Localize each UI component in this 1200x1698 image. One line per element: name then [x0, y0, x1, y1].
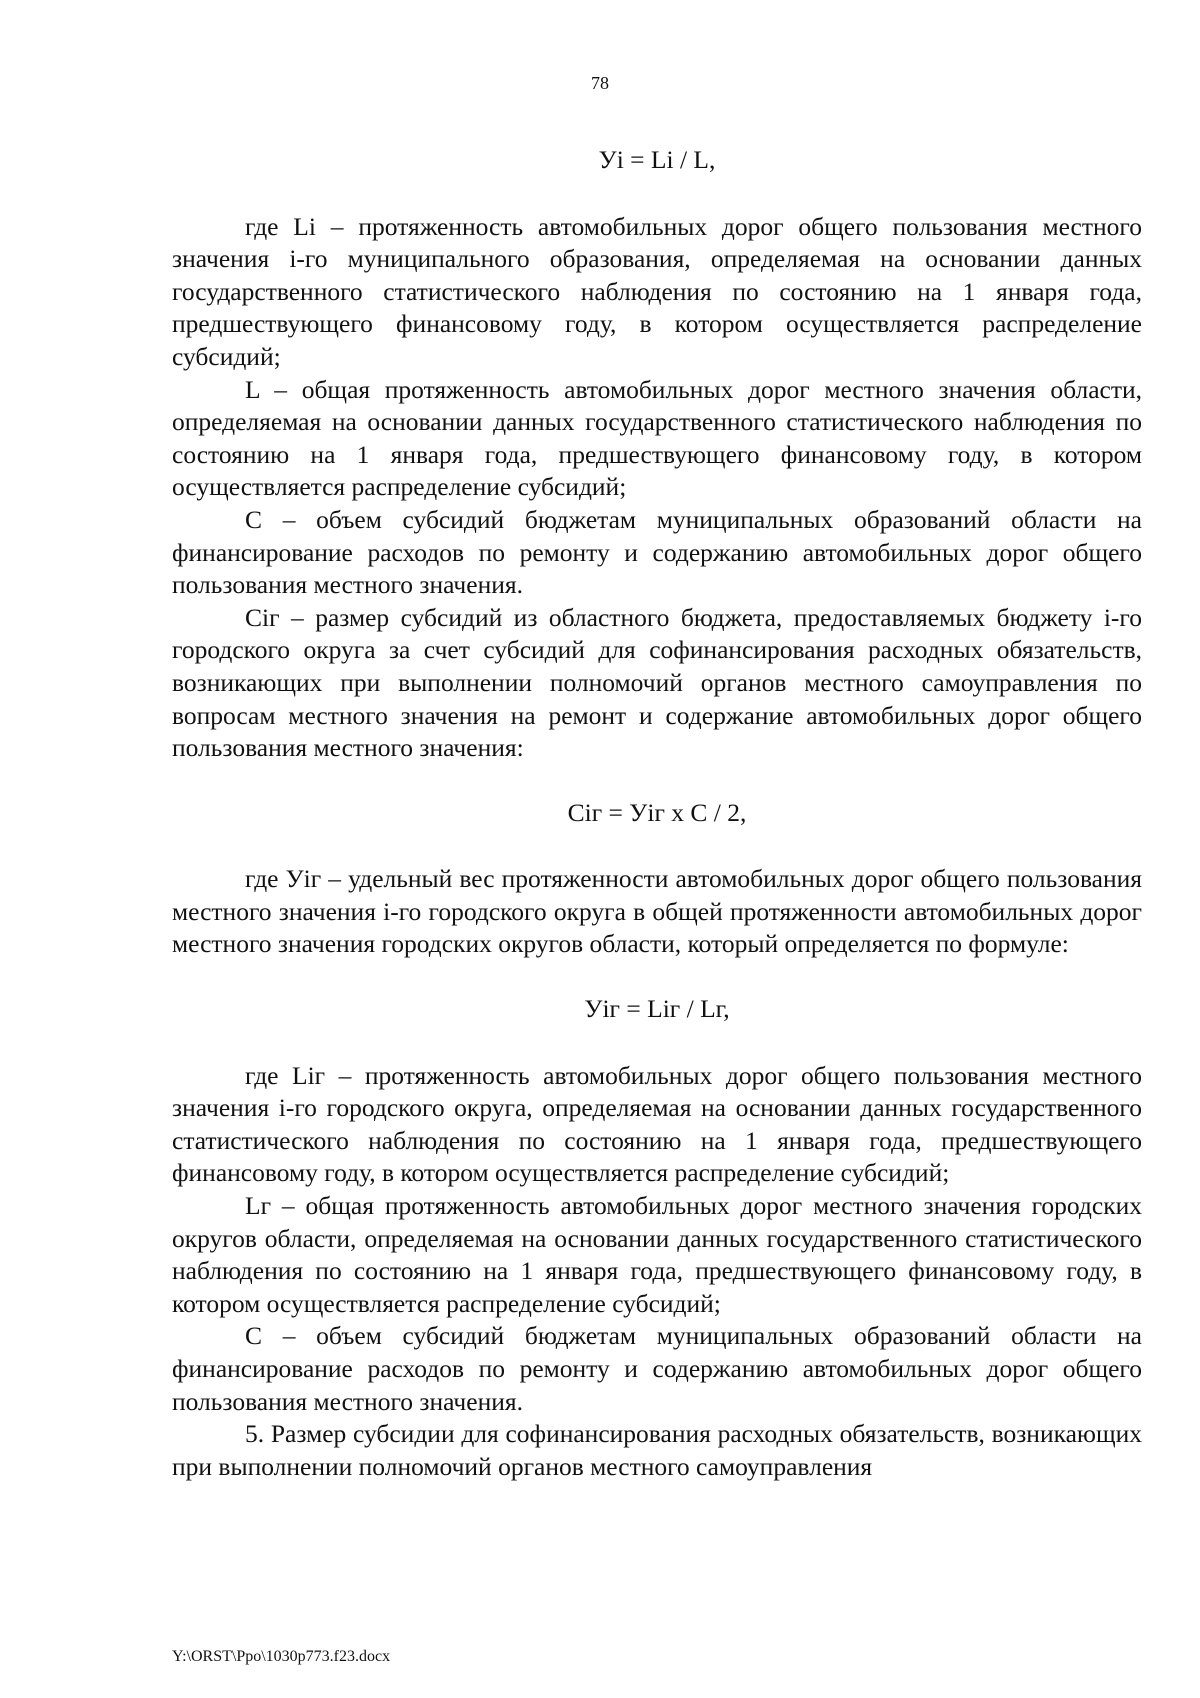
- definition-uig: где Уiг – удельный вес протяженности автомобильных дорог общего пользования местного значения i-го городского округа в общей протяженности автомобильных дорог местного значения городских округов области, который определяется по формуле:: [172, 864, 1142, 959]
- definition-c-2: С – объем субсидий бюджетам муниципальных образований области на финансирование расходов по ремонту и содержанию автомобильных дорог общего пользования местного значения.: [172, 1321, 1142, 1416]
- formula-uig: Уiг = Liг / Lг,: [584, 994, 730, 1024]
- definition-c: С – объем субсидий бюджетам муниципальных образований области на финансирование расходов по ремонту и содержанию автомобильных дорог общего пользования местного значения.: [172, 504, 1142, 600]
- definition-li: где Li – протяженность автомобильных дорог общего пользования местного значения i-го муниципального образования, определяемая на основании данных государственного статистического наблюдения по состоянию на 1 января года, предшествующего финансовому году, в котором осуществляется распределение субсидий;: [172, 211, 1142, 371]
- definition-l: L – общая протяженность автомобильных дорог местного значения области, определяемая на основании данных государственного статистического наблюдения по состоянию на 1 января года, предшествующего финансовому году, в котором осуществляется распределение субсидий;: [172, 374, 1142, 502]
- document-body: [172, 144, 1142, 1483]
- page-number: 78: [591, 73, 609, 93]
- paragraph-5: 5. Размер субсидии для софинансирования расходных обязательств, возникающих при выполнении полномочий органов местного самоуправления: [172, 1419, 1142, 1481]
- definition-lig: где Liг – протяженность автомобильных дорог общего пользования местного значения i-го городского округа, определяемая на основании данных государственного статистического наблюдения по состоянию на 1 января года, предшествующего финансовому году, в котором осуществляется распределение субсидий;: [172, 1060, 1142, 1188]
- definition-cig: Сiг – размер субсидий из областного бюджета, предоставляемых бюджету i-го городского округа за счет субсидий для софинансирования расходных обязательств, возникающих при выполнении полномочий органов местного самоуправления по вопросам местного значения на ремонт и содержание автомобильных дорог общего пользования местного значения:: [172, 602, 1142, 763]
- formula-ui: Уi = Li / L,: [598, 145, 716, 174]
- formula-cig: Сiг = Уiг х С / 2,: [567, 797, 747, 827]
- definition-lg: Lг – общая протяженность автомобильных дорог местного значения городских округов области, определяемая на основании данных государственного статистического наблюдения по состоянию на 1 января года, предшествующего финансовому году, в котором осуществляется распределение субсидий;: [172, 1191, 1142, 1318]
- file-path-footer: Y:\ORST\Ppo\1030p773.f23.docx: [172, 1648, 391, 1665]
